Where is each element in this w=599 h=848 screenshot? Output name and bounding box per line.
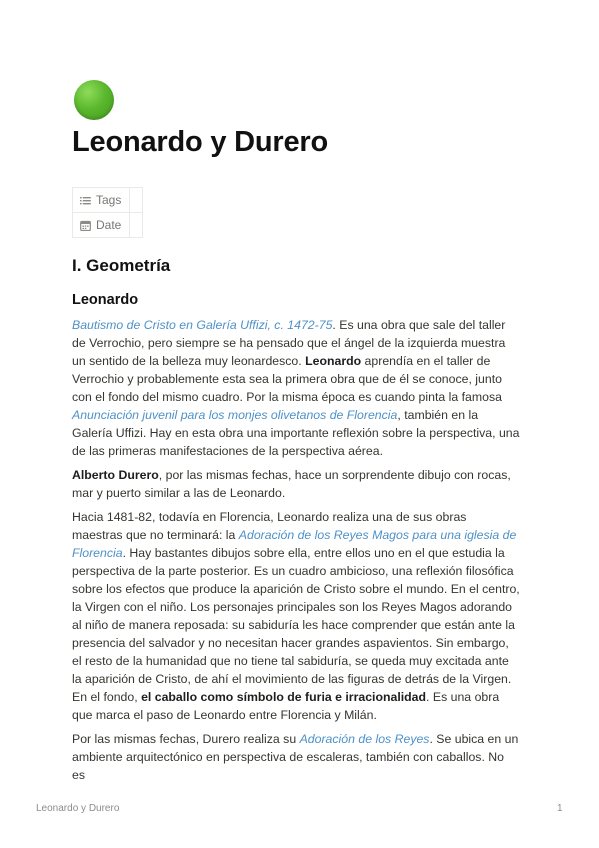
body-text: [72, 316, 520, 790]
green-circle-icon: [74, 80, 114, 120]
text-run: , por las mismas fechas, hace un sorprendente dibujo con rocas, mar y puerto similar a las de Leonardo.: [72, 468, 511, 500]
property-row-date[interactable]: [73, 213, 143, 238]
inline-link[interactable]: Adoración de los Reyes: [299, 732, 430, 746]
bold-text: Alberto Durero: [72, 468, 159, 482]
paragraph: [72, 508, 520, 724]
section-heading: I. Geometría: [72, 256, 171, 275]
text-run: Por las mismas fechas, Durero realiza su: [72, 732, 300, 746]
inline-link[interactable]: Adoración de los Reyes Magos para una iglesia de Florencia: [72, 528, 517, 560]
text-run: , también en la Galería Uffizi. Hay en esta obra una importante reflexión sobre la perspectiva, una de las primeras manifestaciones de la perspectiva aérea.: [72, 408, 520, 458]
paragraph: [72, 466, 520, 502]
property-label: Date: [96, 218, 122, 232]
subsection-heading: Leonardo: [72, 292, 139, 308]
property-value[interactable]: [130, 188, 143, 213]
text-run: . Se ubica en un ambiente arquitectónico en perspectiva de escaleras, también con caballos. No es: [72, 732, 519, 782]
calendar-icon: [80, 220, 91, 231]
footer-title: Leonardo y Durero: [36, 803, 120, 814]
text-run: . Hay bastantes dibujos sobre ella, entre ellos uno en el que estudia la perspectiva de la parte posterior. Es un cuadro ambicioso, una reflexión filosófica sobre los efectos que produce la aparición de Cristo sobre el mundo. En el centro, la Virgen con el niño. Los personajes principales son los Reyes Magos adorando al niño de manera reposada: su sabiduría les hace comprender que están ante la presencia del salvador y no necesitan hacer grandes aspavientos. Sin embargo, el resto de la humanidad que no tiene tal sabiduría, se queda muy excitada ante la aparición de Cristo, de ahí el movimiento de las figuras de detrás de la Virgen. En el fondo,: [72, 546, 520, 704]
page-title: Leonardo y Durero: [72, 126, 329, 158]
property-value[interactable]: [130, 213, 143, 238]
bold-text: el caballo como símbolo de furia e irracionalidad: [141, 690, 427, 704]
inline-link[interactable]: Bautismo de Cristo en Galería Uffizi, c. 1472-75: [72, 318, 333, 332]
property-row-tags[interactable]: [73, 188, 143, 213]
list-icon: [80, 195, 91, 206]
property-label: Tags: [96, 193, 122, 207]
property-name: [73, 188, 130, 213]
inline-link[interactable]: Anunciación juvenil para los monjes olivetanos de Florencia: [72, 408, 398, 422]
text-run: Hacia 1481-82, todavía en Florencia, Leonardo realiza una de sus obras maestras que no terminará: la: [72, 510, 467, 542]
property-name: [73, 213, 130, 238]
bold-text: Leonardo: [305, 354, 362, 368]
text-run: . Es una obra que marca el paso de Leonardo entre Florencia y Milán.: [72, 690, 500, 722]
properties-table: [72, 187, 143, 238]
paragraph: [72, 316, 520, 460]
page-number: 1: [557, 803, 563, 814]
paragraph: [72, 730, 520, 784]
text-run: . Es una obra que sale del taller de Verrochio, pero siempre se ha pensado que el ángel de la izquierda muestra un sentido de la belleza muy leonardesco.: [72, 318, 506, 368]
text-run: aprendía en el taller de Verrochio y probablemente esta sea la primera obra que de él se conoce, junto con el fondo del mismo cuadro. Por la misma época es cuando pinta la famosa: [72, 354, 502, 404]
